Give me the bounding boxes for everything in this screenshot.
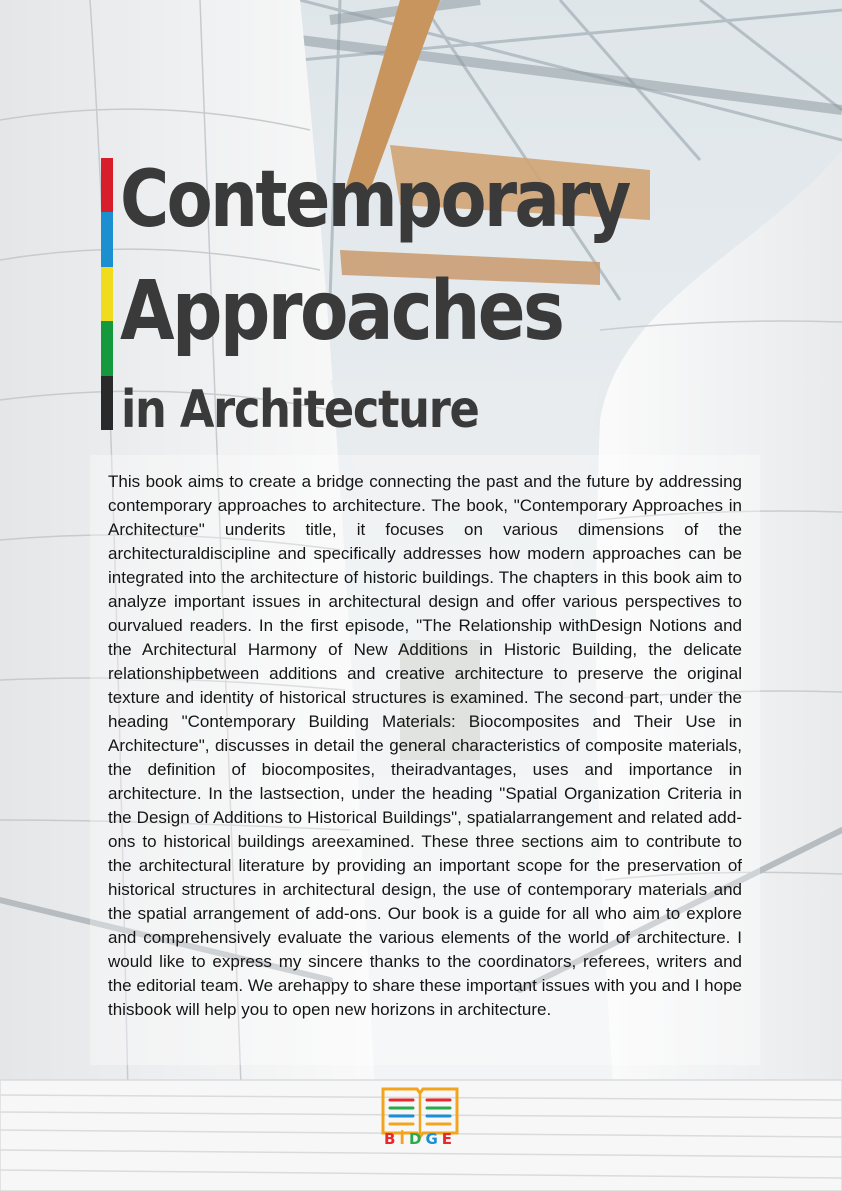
stripe-black xyxy=(101,376,113,430)
stripe-red xyxy=(101,158,113,212)
stripe-yellow xyxy=(101,267,113,321)
color-stripe-bar xyxy=(101,158,113,430)
title-line-2: Approaches xyxy=(120,264,563,359)
brand-letter-4: G xyxy=(425,1130,442,1148)
title-line-1: Contemporary xyxy=(120,155,629,245)
publisher-name xyxy=(380,1130,460,1148)
stripe-blue xyxy=(101,212,113,266)
brand-letter-3: D xyxy=(409,1130,426,1148)
brand-letter-5: E xyxy=(441,1130,457,1148)
title-line-3: in Architecture xyxy=(121,380,479,440)
brand-letter-2: İ xyxy=(399,1130,409,1148)
brand-letter-1: B xyxy=(383,1130,400,1148)
stripe-green xyxy=(101,321,113,375)
book-description: This book aims to create a bridge connecting the past and the future by addressing contemporary approaches to architecture. The book, "Contemporary Approaches in Architecture" underits title, it focuses on various dimensions of the architecturaldiscipline and specifically addresses how modern approaches can be integrated into the architecture of historic buildings. The chapters in this book aim to analyze important issues in architectural design and offer various perspectives to ourvalued readers. In the first episode, "The Relationship withDesign Notions and the Architectural Harmony of New Additions in Historic Building, the delicate relationshipbetween additions and creative architecture to preserve the original texture and identity of historical structures is examined. The second part, under the heading "Contemporary Building Materials: Biocomposites and Their Use in Architecture", discusses in detail the general characteristics of composite materials, the definition of biocomposites, theiradvantages, uses and importance in architecture. In the lastsection, under the heading "Spatial Organization Criteria in the Design of Additions to Historical Buildings", spatialarrangement and related add-ons to historical buildings areexamined. These three sections aim to contribute to the architectural literature by providing an important scope for the preservation of historical structures in architectural design, the use of contemporary materials and the spatial arrangement of add-ons. Our book is a guide for all who aim to explore and comprehensively evaluate the various elements of the world of architecture. I would like to express my sincere thanks to the coordinators, referees, writers and the editorial team. We arehappy to share these important issues with you and I hope thisbook will help you to open new horizons in architecture. xyxy=(108,472,742,1019)
